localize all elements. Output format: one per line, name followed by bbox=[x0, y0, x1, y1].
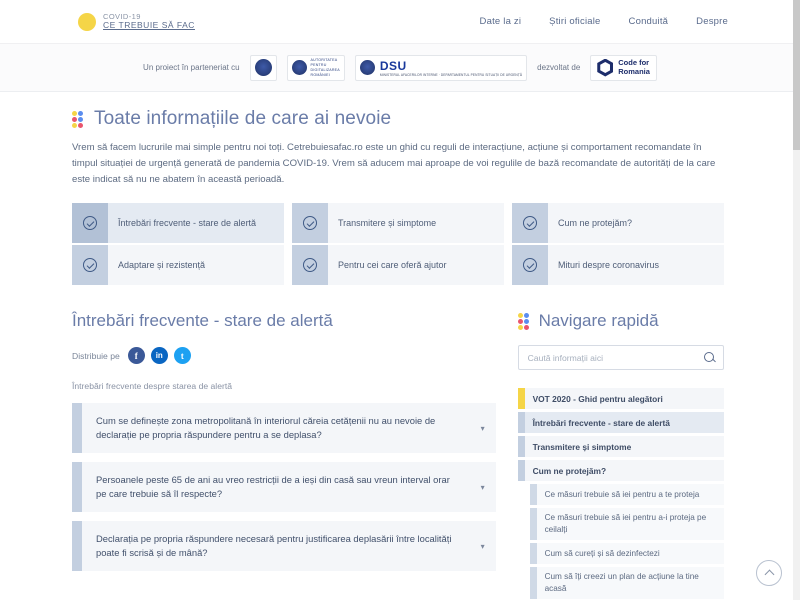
chevron-down-icon[interactable]: ▾ bbox=[480, 541, 485, 551]
logo-adr-line3: DIGITALIZAREA bbox=[310, 68, 340, 72]
quick-nav-list bbox=[518, 388, 724, 599]
faq-item[interactable] bbox=[72, 403, 496, 453]
tile-label: Cum ne protejăm? bbox=[558, 217, 633, 228]
logo-code-for-romania bbox=[590, 55, 657, 81]
hero-heading-row bbox=[72, 108, 724, 130]
sidebar-item-label: VOT 2020 - Ghid pentru alegători bbox=[532, 393, 663, 404]
sidebar-item-label: Cum să cureți și să dezinfectezi bbox=[544, 548, 660, 558]
logo-government bbox=[250, 55, 277, 81]
logo-dsu-subtitle: MINISTERUL AFACERILOR INTERNE · DEPARTAMENTUL PENTRU SITUAȚII DE URGENȚĂ bbox=[379, 72, 523, 77]
check-circle-icon bbox=[303, 216, 317, 230]
accent-bar bbox=[530, 543, 537, 564]
tile-adaptare-rezistenta[interactable] bbox=[72, 245, 284, 285]
sidebar-subitem-masuri-te-proteja[interactable] bbox=[530, 484, 724, 505]
logo-dsu bbox=[355, 55, 527, 81]
search-icon[interactable] bbox=[704, 352, 716, 364]
nav-item-stiri-oficiale[interactable]: Știri oficiale bbox=[549, 16, 601, 27]
adr-emblem-icon bbox=[292, 60, 307, 75]
tile-label: Adaptare și rezistență bbox=[118, 259, 206, 270]
chevron-up-icon bbox=[764, 570, 774, 580]
faq-item[interactable] bbox=[72, 521, 496, 571]
content-columns bbox=[72, 311, 724, 602]
tile-label: Întrebări frecvente - stare de alertă bbox=[118, 217, 257, 228]
tile-label: Mituri despre coronavirus bbox=[558, 259, 660, 270]
chevron-down-icon[interactable]: ▾ bbox=[480, 482, 485, 492]
check-circle-icon bbox=[83, 258, 97, 272]
accent-bar bbox=[530, 484, 537, 505]
sidebar-subitem-cureti-dezinfectezi[interactable] bbox=[530, 543, 724, 564]
check-circle-icon bbox=[83, 216, 97, 230]
sidebar-subitem-masuri-proteja-ceilalti[interactable] bbox=[530, 508, 724, 540]
accent-bar bbox=[72, 403, 82, 453]
page-intro: Vrem să facem lucrurile mai simple pentru noi toți. Cetrebuiesafac.ro este un ghid cu reguli de interacțiune, acțiune și comportament recomandate în timpul situației de urgență generată de pandemia COVID-19. Vrem să aducem mai aproape de voi regulile de bază recomandate de autorități de la care este indicat să nu ne abatem în această perioadă. bbox=[72, 142, 716, 185]
accent-bar bbox=[518, 460, 525, 481]
brand-logo[interactable] bbox=[78, 13, 195, 31]
site-header bbox=[0, 0, 800, 44]
dots-decoration-icon bbox=[72, 111, 86, 127]
category-tiles bbox=[72, 203, 724, 285]
tile-label: Pentru cei care oferă ajutor bbox=[338, 259, 447, 270]
tile-cum-ne-protejam[interactable] bbox=[512, 203, 724, 243]
sidebar-item-label: Întrebări frecvente - stare de alertă bbox=[532, 417, 670, 428]
sidebar-item-label: Cum ne protejăm? bbox=[532, 465, 607, 476]
sidebar-item-label: Ce măsuri trebuie să iei pentru a-i proteja pe ceilalți bbox=[544, 513, 707, 535]
logo-adr-line2: PENTRU bbox=[310, 62, 327, 67]
sidebar-title: Navigare rapidă bbox=[538, 311, 659, 331]
logo-dsu-title: DSU bbox=[379, 58, 407, 73]
partners-bar bbox=[0, 44, 800, 92]
facebook-icon[interactable]: f bbox=[128, 347, 145, 364]
accent-bar bbox=[530, 508, 537, 540]
sidebar-subitem-plan-de-actiune[interactable] bbox=[530, 567, 724, 599]
faq-question: Declarația pe propria răspundere necesară pentru justificarea deplasării între localități poate fi scrisă și de mână? bbox=[96, 533, 452, 559]
faq-question: Persoanele peste 65 de ani au vreo restricții de a ieși din casă sau vreun interval orar pe care trebuie să îl respecte? bbox=[96, 474, 450, 500]
logo-adr-line1: AUTORITATEA bbox=[310, 57, 338, 62]
search-input[interactable] bbox=[526, 352, 704, 364]
page-title: Toate informațiile de care ai nevoie bbox=[94, 108, 392, 129]
page-scrollbar[interactable] bbox=[793, 0, 800, 600]
check-circle-icon bbox=[303, 258, 317, 272]
hexagon-icon bbox=[597, 59, 613, 77]
accent-bar bbox=[518, 412, 525, 433]
sidebar-item-intrebari-frecvente[interactable] bbox=[518, 412, 724, 433]
tile-transmitere-simptome[interactable] bbox=[292, 203, 504, 243]
accent-bar bbox=[72, 521, 82, 571]
scrollbar-thumb[interactable] bbox=[793, 0, 800, 150]
logo-cfr-line1: Code for bbox=[618, 57, 650, 67]
brand-title-top: COVID-19 bbox=[103, 12, 141, 22]
accent-bar bbox=[518, 436, 525, 457]
sidebar-column bbox=[518, 311, 724, 602]
dots-decoration-icon bbox=[518, 313, 532, 329]
logo-cfr-line2: Romania bbox=[618, 66, 650, 76]
scroll-to-top-button[interactable] bbox=[756, 560, 782, 586]
chevron-down-icon[interactable]: ▾ bbox=[480, 423, 485, 433]
sidebar-item-label: Ce măsuri trebuie să iei pentru a te proteja bbox=[544, 490, 700, 500]
sidebar-item-cum-ne-protejam[interactable] bbox=[518, 460, 724, 481]
search-box[interactable] bbox=[518, 345, 724, 370]
section-title: Întrebări frecvente - stare de alertă bbox=[72, 311, 333, 331]
check-circle-icon bbox=[523, 258, 537, 272]
faq-accordion bbox=[72, 403, 496, 571]
accent-bar bbox=[72, 462, 82, 512]
accent-bar bbox=[530, 567, 537, 599]
partners-label: Un proiect în parteneriat cu bbox=[143, 63, 240, 72]
faq-column bbox=[72, 311, 496, 602]
linkedin-icon[interactable]: in bbox=[151, 347, 168, 364]
nav-item-conduita[interactable]: Conduită bbox=[628, 16, 669, 27]
sidebar-item-vot-2020[interactable] bbox=[518, 388, 724, 409]
brand-title-bottom: CE TREBUIE SĂ FAC bbox=[103, 19, 195, 30]
sidebar-item-label: Cum să îți creezi un plan de acțiune la tine acasă bbox=[544, 572, 699, 594]
tile-mituri-despre-coronavirus[interactable] bbox=[512, 245, 724, 285]
logo-adr bbox=[287, 55, 345, 81]
dsu-emblem-icon bbox=[360, 60, 375, 75]
sidebar-item-label: Transmitere și simptome bbox=[532, 441, 632, 452]
coat-of-arms-icon bbox=[255, 59, 272, 76]
sidebar-item-transmitere-simptome[interactable] bbox=[518, 436, 724, 457]
accent-bar bbox=[518, 388, 525, 409]
faq-subnote: Întrebări frecvente despre starea de alertă bbox=[72, 381, 233, 392]
nav-item-despre[interactable]: Despre bbox=[696, 16, 728, 27]
twitter-icon[interactable]: t bbox=[174, 347, 191, 364]
sidebar-heading-row bbox=[518, 311, 724, 331]
share-row bbox=[72, 347, 496, 364]
share-label: Distribuie pe bbox=[72, 350, 120, 361]
tile-pentru-cei-care-ofera-ajutor[interactable] bbox=[292, 245, 504, 285]
check-circle-icon bbox=[523, 216, 537, 230]
tile-label: Transmitere și simptome bbox=[338, 217, 437, 228]
nav-item-date-la-zi[interactable]: Date la zi bbox=[479, 16, 522, 27]
developed-by-label: dezvoltat de bbox=[537, 63, 581, 72]
sun-icon bbox=[78, 13, 96, 31]
page-content bbox=[0, 92, 800, 602]
main-nav bbox=[480, 16, 728, 27]
faq-item[interactable] bbox=[72, 462, 496, 512]
logo-adr-line4: ROMÂNIEI bbox=[310, 73, 330, 78]
tile-intrebari-frecvente[interactable] bbox=[72, 203, 284, 243]
faq-question: Cum se definește zona metropolitană în interiorul căreia cetățenii nu au nevoie de declarație pe propria răspundere pentru a se deplasa? bbox=[96, 415, 436, 441]
